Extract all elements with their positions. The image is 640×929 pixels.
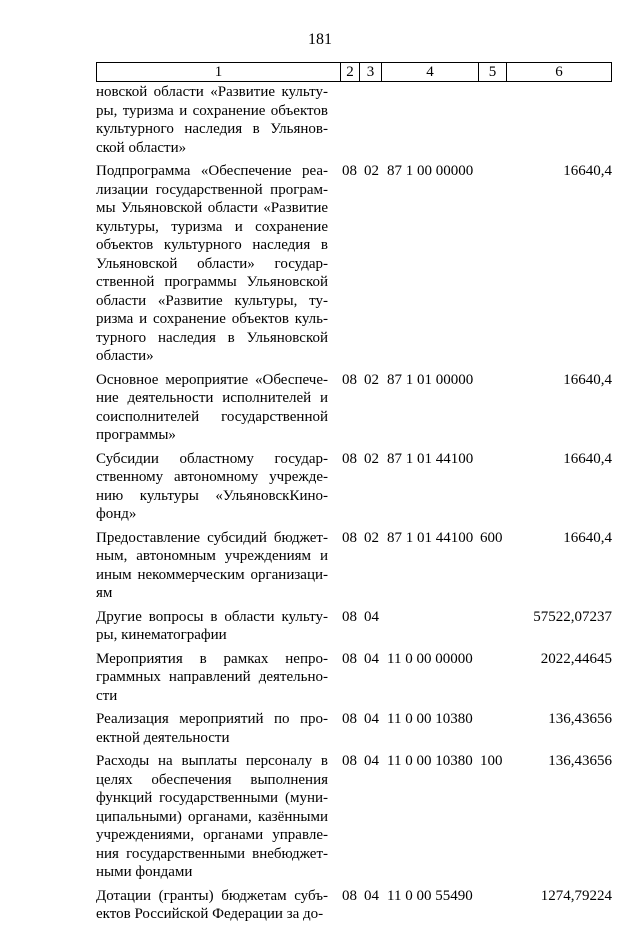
row-amount: 57522,07237 — [533, 608, 612, 625]
row-section: 08 — [342, 711, 357, 727]
row-section: 08 — [342, 650, 357, 667]
row-section: 08 — [342, 529, 357, 546]
row-subsection: 02 — [364, 529, 379, 546]
row-section: 08 — [342, 608, 357, 625]
row-section: 08 — [342, 753, 357, 769]
table-header — [96, 62, 612, 82]
row-amount: 16640,4 — [563, 529, 612, 546]
table-row — [96, 371, 616, 445]
row-amount: 16640,4 — [563, 371, 612, 388]
table-row — [96, 650, 616, 706]
table-row — [96, 710, 616, 747]
row-amount: 136,43656 — [548, 753, 612, 769]
header-col-6: 6 — [555, 64, 563, 80]
row-expense-type: 600 — [480, 529, 503, 546]
row-subsection: 02 — [364, 450, 379, 467]
row-amount: 2022,44645 — [540, 650, 612, 667]
header-col-5: 5 — [479, 63, 507, 81]
table-row — [96, 83, 616, 157]
row-target-code: 87 1 01 44100 — [387, 529, 474, 546]
row-subsection: 04 — [364, 753, 379, 769]
row-target-code: 87 1 00 00000 — [387, 163, 474, 179]
row-subsection: 04 — [364, 887, 379, 904]
table-row — [96, 887, 616, 924]
table-body — [96, 83, 616, 929]
row-name: Подпрограмма «Обеспечение реа-лизации государственной програм-мы Ульяновской области «Развитие культуры, туризма и сохранение объектов культурного наследия в Ульяновской области» государ-ственной программы Ульяновской области «Развитие культуры, ту-ризма и сохранение объектов куль-турного наследия в Ульяновской области» — [96, 163, 328, 364]
page-number: 181 — [308, 31, 332, 48]
row-target-code: 11 0 00 55490 — [387, 887, 473, 904]
row-section: 08 — [342, 371, 357, 388]
row-subsection: 02 — [364, 371, 379, 388]
row-name: Предоставление субсидий бюджет-ным, автономным учреждениям и иным некоммерческим организаци-ям — [96, 529, 328, 601]
table-row — [96, 162, 616, 366]
row-target-code: 11 0 00 00000 — [387, 650, 473, 667]
row-amount: 1274,79224 — [540, 887, 612, 904]
row-amount: 16640,4 — [563, 163, 612, 179]
row-subsection: 04 — [364, 608, 379, 625]
row-section: 08 — [342, 450, 357, 467]
table-row — [96, 608, 616, 645]
row-name: Основное мероприятие «Обеспече-ние деятельности исполнителей и соисполнителей государственной программы» — [96, 371, 328, 443]
row-amount: 16640,4 — [563, 450, 612, 467]
row-name: Реализация мероприятий по про-ектной деятельности — [96, 711, 328, 746]
row-section: 08 — [342, 887, 357, 904]
row-target-code: 87 1 01 44100 — [387, 450, 474, 467]
row-subsection: 02 — [364, 163, 379, 179]
row-name: новской области «Развитие культу-ры, туризма и сохранение объектов культурного наследия в Ульянов-ской области» — [96, 84, 328, 156]
row-subsection: 04 — [364, 650, 379, 667]
row-name: Дотации (гранты) бюджетам субъ-ектов Российской Федерации за до- — [96, 887, 328, 922]
table-row — [96, 450, 616, 524]
header-col-2: 2 — [341, 63, 360, 81]
header-col-1: 1 — [97, 63, 341, 81]
row-name: Другие вопросы в области культу-ры, кинематографии — [96, 608, 328, 643]
row-amount: 136,43656 — [548, 711, 612, 727]
header-col-4: 4 — [382, 63, 479, 81]
table-row — [96, 529, 616, 603]
row-subsection: 04 — [364, 711, 379, 727]
row-target-code: 87 1 01 00000 — [387, 371, 474, 388]
row-name: Мероприятия в рамках непро-граммных направлений деятельно-сти — [96, 650, 328, 704]
row-section: 08 — [342, 163, 357, 179]
row-expense-type: 100 — [480, 753, 503, 769]
row-target-code: 11 0 00 10380 — [387, 711, 473, 727]
row-name: Субсидии областному государ-ственному автономному учрежде-нию культуры «УльяновскКино-фонд» — [96, 450, 328, 522]
header-col-3: 3 — [360, 63, 382, 81]
row-target-code: 11 0 00 10380 — [387, 753, 473, 769]
row-name: Расходы на выплаты персоналу в целях обеспечения выполнения функций государственными (муни-ципальными) органами, казёнными учреждениями, органами управле-ния государственными внебюджет-ными фондами — [96, 753, 328, 880]
table-row — [96, 752, 616, 882]
